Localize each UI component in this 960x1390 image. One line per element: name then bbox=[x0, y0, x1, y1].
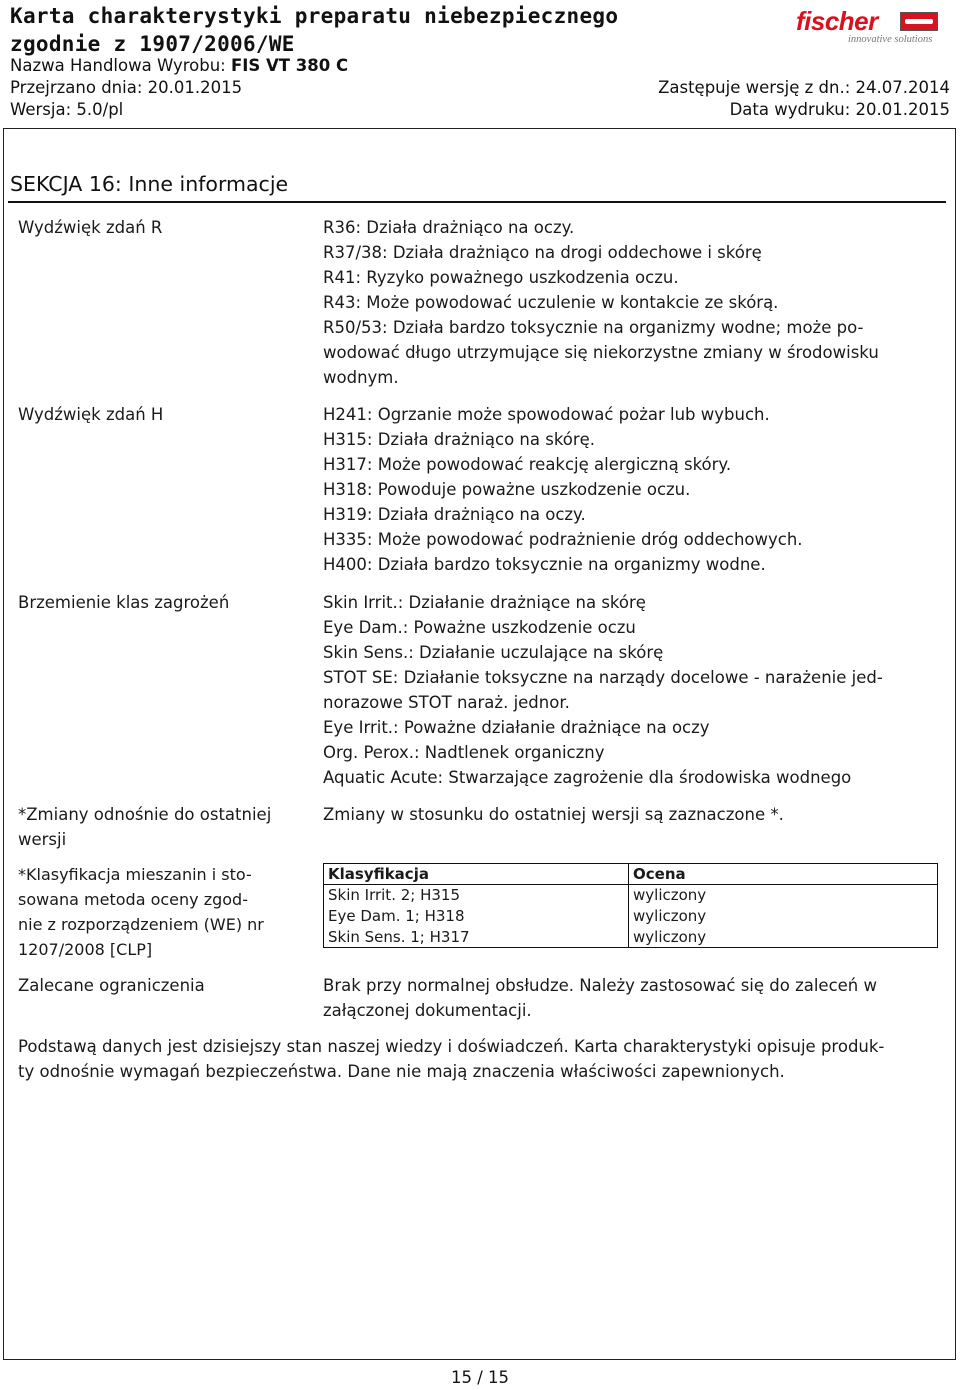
r-phrase-line: wodować długo utrzymujące się niekorzystne zmiany w środowisku bbox=[323, 343, 879, 362]
table-row bbox=[324, 885, 938, 906]
hazard-class-line: Org. Perox.: Nadtlenek organiczny bbox=[323, 743, 605, 762]
r-phrase-line: R50/53: Działa bardzo toksycznie na organizmy wodne; może po- bbox=[323, 318, 864, 337]
table-row bbox=[324, 906, 938, 927]
trade-name-label: Nazwa Handlowa Wyrobu: bbox=[10, 56, 226, 75]
classification-label-line: sowana metoda oceny zgod- bbox=[18, 890, 248, 909]
h-statements-list bbox=[323, 402, 943, 577]
page-number: 15 / 15 bbox=[450, 1368, 510, 1387]
h-statement-line: H400: Działa bardzo toksycznie na organizmy wodne. bbox=[323, 555, 766, 574]
table-cell: Skin Irrit. 2; H315 bbox=[324, 885, 629, 906]
classification-label-line: nie z rozporządzeniem (WE) nr bbox=[18, 915, 264, 934]
r-phrases-label: Wydźwięk zdań R bbox=[18, 218, 163, 237]
replaces-version bbox=[658, 78, 950, 97]
table-row bbox=[324, 927, 938, 948]
fischer-logo bbox=[796, 6, 942, 46]
reviewed-label: Przejrzano dnia: bbox=[10, 78, 143, 97]
section-title: SEKCJA 16: Inne informacje bbox=[10, 172, 289, 196]
table-cell: wyliczony bbox=[629, 906, 938, 927]
h-statement-line: H335: Może powodować podrażnienie dróg oddechowych. bbox=[323, 530, 803, 549]
h-statement-line: H241: Ogrzanie może spowodować pożar lub wybuch. bbox=[323, 405, 770, 424]
h-statement-line: H318: Powoduje poważne uszkodzenie oczu. bbox=[323, 480, 691, 499]
r-phrases-list bbox=[323, 215, 943, 390]
h-statements-label: Wydźwięk zdań H bbox=[18, 405, 164, 424]
restrictions-line: Brak przy normalnej obsłudze. Należy zastosować się do zaleceń w bbox=[323, 976, 878, 995]
table-cell: wyliczony bbox=[629, 885, 938, 906]
hazard-class-line: Skin Irrit.: Działanie drażniące na skórę bbox=[323, 593, 646, 612]
table-header-row bbox=[324, 864, 938, 885]
hazard-classes-label: Brzemienie klas zagrożeń bbox=[18, 593, 230, 612]
h-statement-line: H315: Działa drażniąco na skórę. bbox=[323, 430, 596, 449]
replaces-label: Zastępuje wersję z dn.: bbox=[658, 78, 851, 97]
document-title: Karta charakterystyki preparatu niebezpiecznego bbox=[10, 4, 619, 28]
r-phrase-line: wodnym. bbox=[323, 368, 399, 387]
r-phrase-line: R36: Działa drażniąco na oczy. bbox=[323, 218, 575, 237]
logo-wordmark: fischer bbox=[796, 6, 878, 36]
print-date bbox=[730, 100, 950, 119]
hazard-class-line: Aquatic Acute: Stwarzające zagrożenie dla środowiska wodnego bbox=[323, 768, 852, 787]
table-header-cell: Klasyfikacja bbox=[324, 864, 629, 885]
r-phrase-line: R37/38: Działa drażniąco na drogi oddechowe i skórę bbox=[323, 243, 762, 262]
replaces-value: 24.07.2014 bbox=[855, 78, 950, 97]
h-statement-line: H319: Działa drażniąco na oczy. bbox=[323, 505, 586, 524]
classification-label-line: 1207/2008 [CLP] bbox=[18, 940, 153, 959]
changes-value: Zmiany w stosunku do ostatniej wersji są zaznaczone *. bbox=[323, 805, 784, 824]
restrictions-line: załączonej dokumentacji. bbox=[323, 1001, 532, 1020]
changes-label-line: wersji bbox=[18, 830, 67, 849]
hazard-class-line: norazowe STOT naraż. jednor. bbox=[323, 693, 570, 712]
section-divider bbox=[8, 201, 946, 203]
reviewed-value: 20.01.2015 bbox=[147, 78, 243, 97]
closing-paragraph bbox=[18, 1034, 943, 1084]
table-cell: wyliczony bbox=[629, 927, 938, 948]
r-phrase-line: R41: Ryzyko poważnego uszkodzenia oczu. bbox=[323, 268, 679, 287]
table-header-cell: Ocena bbox=[629, 864, 938, 885]
table-cell: Eye Dam. 1; H318 bbox=[324, 906, 629, 927]
document-subtitle: zgodnie z 1907/2006/WE bbox=[10, 32, 295, 56]
classification-label bbox=[18, 862, 308, 962]
table-cell: Skin Sens. 1; H317 bbox=[324, 927, 629, 948]
changes-label bbox=[18, 802, 308, 852]
hazard-class-line: Eye Irrit.: Poważne działanie drażniące na oczy bbox=[323, 718, 710, 737]
hazard-class-line: Skin Sens.: Działanie uczulające na skórę bbox=[323, 643, 664, 662]
hazard-class-line: STOT SE: Działanie toksyczne na narządy docelowe - narażenie jed- bbox=[323, 668, 883, 687]
classification-label-line: *Klasyfikacja mieszanin i sto- bbox=[18, 865, 252, 884]
version-value: 5.0/pl bbox=[76, 100, 124, 119]
closing-line: ty odnośnie wymagań bezpieczeństwa. Dane nie mają znaczenia właściwości zapewnionych. bbox=[18, 1062, 785, 1081]
trade-name-value: FIS VT 380 C bbox=[231, 56, 349, 75]
r-phrase-line: R43: Może powodować uczulenie w kontakcie ze skórą. bbox=[323, 293, 779, 312]
closing-line: Podstawą danych jest dzisiejszy stan naszej wiedzy i doświadczeń. Karta charakterystyki opisuje produk- bbox=[18, 1037, 885, 1056]
hazard-class-line: Eye Dam.: Poważne uszkodzenie oczu bbox=[323, 618, 636, 637]
changes-label-line: *Zmiany odnośnie do ostatniej bbox=[18, 805, 272, 824]
logo-badge-icon bbox=[900, 12, 938, 31]
trade-name bbox=[10, 56, 348, 75]
restrictions-value bbox=[323, 973, 943, 1023]
logo-tagline: innovative solutions bbox=[848, 34, 933, 45]
h-statement-line: H317: Może powodować reakcję alergiczną skóry. bbox=[323, 455, 732, 474]
hazard-classes-list bbox=[323, 590, 943, 790]
print-value: 20.01.2015 bbox=[855, 100, 950, 119]
version bbox=[10, 100, 123, 119]
print-label: Data wydruku: bbox=[729, 100, 851, 119]
classification-table bbox=[323, 863, 938, 948]
reviewed-date bbox=[10, 78, 242, 97]
version-label: Wersja: bbox=[10, 100, 72, 119]
restrictions-label: Zalecane ograniczenia bbox=[18, 976, 205, 995]
